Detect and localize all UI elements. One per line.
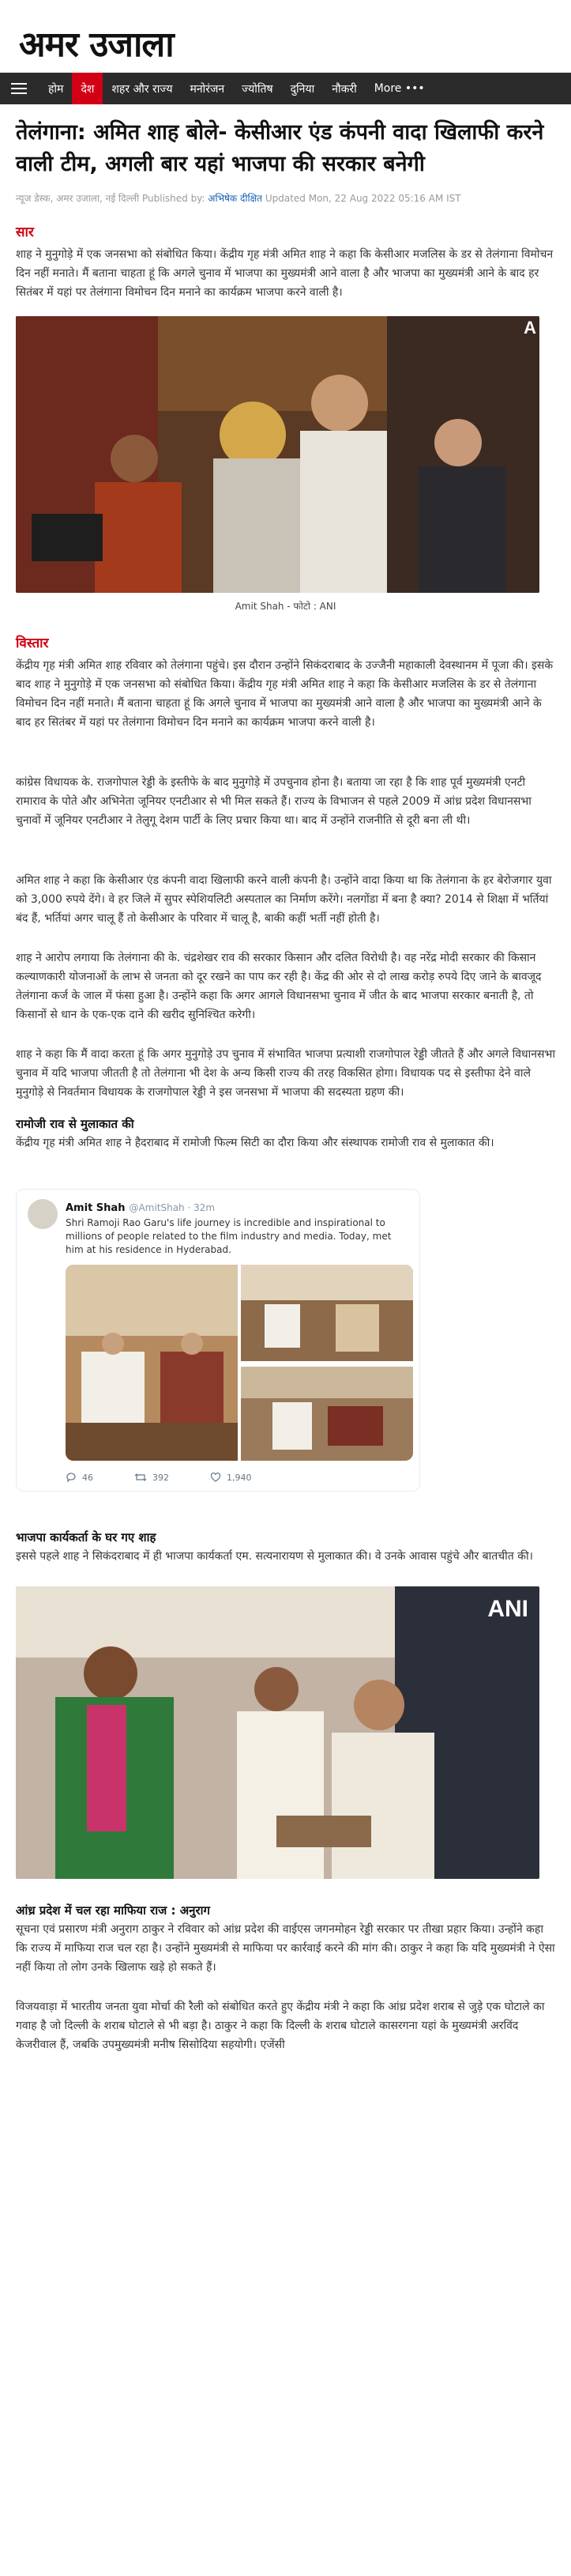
tweet-actions (66, 1472, 408, 1483)
lead-photo[interactable] (16, 316, 539, 593)
tweet-photo-3[interactable] (241, 1367, 414, 1461)
hamburger-menu-icon[interactable] (11, 83, 27, 94)
article (0, 117, 571, 2054)
subheading-andhra: आंध्र प्रदेश में चल रहा माफिया राज : अनुराग (16, 1903, 210, 1918)
subheading-ramoji: रामोजी राव से मुलाकात की (16, 1117, 134, 1131)
summary-text: शाह ने मुनुगोड़े में एक जनसभा को संबोधित किया। केंद्रीय गृह मंत्री अमित शाह ने कहा कि केसीआर मजलिस के डर से तेलंगाना विमोचन दिन नहीं मनाते। मैं बताना चाहता हूं कि अगले चुनाव में भाजपा का मुख्यमंत्री आने वाला है और भाजपा का मुख्यमंत्री आने के बाद हर सितंबर में यहां पर तेलंगाना विमोचन दिन मनाने का कार्यक्रम भाजपा करने वाली है। (16, 248, 554, 299)
reply-action[interactable] (66, 1472, 93, 1483)
like-icon (210, 1472, 221, 1483)
updated-time: Updated Mon, 22 Aug 2022 05:16 AM IST (262, 193, 461, 204)
tweet-handle[interactable]: @AmitShah · 32m (129, 1202, 216, 1213)
body-paragraph-5: शाह ने कहा कि मैं वादा करता हूं कि अगर मुनुगोड़े उप चुनाव में संभावित भाजपा प्रत्याशी राजगोपाल रेड्डी जीतते हैं और अगले विधानसभा चुनाव में यदि भाजपा जीतती है तो तेलंगाना भी देश के अन्य किसी राज्य की तरह विकसित होगा। विधायक पद से इस्तीफा देने वाले मुनुगोड़े से निवर्तमान विधायक के राजगोपाल रेड्डी ने इस जनसभा में भाजपा की सदस्यता ग्रहण की। (16, 1048, 555, 1099)
body-paragraph-1: केंद्रीय गृह मंत्री अमित शाह रविवार को तेलंगाना पहुंचे। इस दौरान उन्होंने सिकंदराबाद के उज्जैनी महाकाली देवस्थानम में पूजा की। इसके बाद शाह ने मुनुगोड़े में एक जनसभा को संबोधित किया। केंद्रीय गृह मंत्री अमित शाह ने कहा कि केसीआर मजलिस के डर से तेलंगाना विमोचन दिन नहीं मनाते। मैं बताना चाहता हूं कि अगले चुनाव में भाजपा का मुख्यमंत्री आने वाला है और भाजपा का मुख्यमंत्री आने के बाद हर सितंबर में यहां पर तेलंगाना विमोचन दिन मनाने का कार्यक्रम भाजपा करने वाली है। (16, 659, 554, 729)
body-paragraph-6: केंद्रीय गृह मंत्री अमित शाह ने हैदराबाद में रामोजी फिल्म सिटी का दौरा किया और संस्थापक रामोजी राव से मुलाकात की। (16, 1137, 494, 1149)
subheading-worker-visit: भाजपा कार्यकर्ता के घर गए शाह (16, 1530, 156, 1544)
tweet-text: Shri Ramoji Rao Garu's life journey is incredible and inspirational to millions of people related to the film industry and media. Today, met him at his residence in Hyderabad. (66, 1217, 392, 1255)
reply-icon (66, 1472, 77, 1483)
tweet-photo-2[interactable] (241, 1265, 414, 1364)
body-paragraph-2: कांग्रेस विधायक के. राजगोपाल रेड्डी के इस्तीफे के बाद मुनुगोड़े में उपचुनाव होना है। बताया जा रहा है कि शाह पूर्व मुख्यमंत्री एनटी रामाराव के पोते और अभिनेता जूनियर एनटीआर से भी मिल सकते हैं। राज्य के विभाजन से पहले 2009 में आंध्र प्रदेश विधानसभा चुनावों में जूनियर एनटीआर ने तेलुगू देशम पार्टी के लिए प्रचार किया था। बाद में उन्होंने राजनीति से दूरी बना ली थी। (16, 776, 532, 827)
detail-label: विस्तार (16, 636, 49, 651)
body-paragraph-7: इससे पहले शाह ने सिकंदराबाद में ही भाजपा कार्यकर्ता एम. सत्यनारायण से मुलाकात की। वे उनके आवास पहुंचे और बातचीत की। (16, 1550, 533, 1563)
tweet-media-grid[interactable] (66, 1265, 413, 1461)
main-nav (0, 73, 571, 104)
retweet-action[interactable] (134, 1472, 169, 1483)
article-headline: तेलंगाना: अमित शाह बोले- केसीआर एंड कंपनी वादा खिलाफी करने वाली टीम, अगली बार यहां भाजपा की सरकार बनेगी (16, 120, 544, 176)
lead-photo-caption: Amit Shah - फोटो : ANI (235, 601, 336, 612)
like-action[interactable] (210, 1472, 252, 1483)
body-paragraph-9: विजयवाड़ा में भारतीय जनता युवा मोर्चा की रैली को संबोधित करते हुए केंद्रीय मंत्री ने कहा कि आंध्र प्रदेश शराब से जुड़े एक घोटाले का गवाह है जो दिल्ली के शराब घोटाले से भी बड़ा है। ठाकुर ने कहा कि दिल्ली के शराब घोटाले कासरगना यहां के मुख्यमंत्री अरविंद केजरीवाल हैं, जबकि उपमुख्यमंत्री मनीष सिसोदिया सहयोगी। एजेंसी (16, 2001, 545, 2051)
tweet-author (66, 1199, 408, 1214)
site-logo[interactable]: अमर उजाला (19, 25, 174, 65)
byline-prefix: न्यूज डेस्क, अमर उजाला, नई दिल्ली Published by: (16, 193, 208, 204)
nav-item-home[interactable]: होम (48, 82, 64, 96)
nav-item-world[interactable]: दुनिया (290, 82, 315, 96)
body-paragraph-3: अमित शाह ने कहा कि केसीआर एंड कंपनी वादा खिलाफी करने वाली कंपनी है। उन्होंने वादा किया था कि तेलंगाना के हर बेरोजगार युवा को 3,000 रुपये देंगे। वे हर जिले में सुपर स्पेशियलिटी अस्पताल का निर्माण करेंगे। नलगोंडा में बना है क्या? 2014 से शिक्षा में भर्तियां बंद हैं, भर्तियां अगर चालू हैं तो केसीआर के परिवार में चालू है, बाकी कहीं भर्ती नहीं होती है। (16, 874, 552, 925)
site-header (0, 0, 571, 73)
retweet-icon (134, 1472, 147, 1483)
nav-item-astrology[interactable]: ज्योतिष (242, 82, 273, 96)
body-paragraph-4: शाह ने आरोप लगाया कि तेलंगाना की के. चंद्रशेखर राव की सरकार किसान और दलित विरोधी है। वह नरेंद्र मोदी सरकार की किसान कल्याणकारी योजनाओं के लाभ से जनता को दूर रखने का पाप कर रही है। केंद्र की ओर से दो लाख करोड़ रुपये दिए जाने के बावजूद तेलंगाना कर्ज के जाल में फंसा हुआ है। उन्होंने कहा कि अगर आगले विधानसभा चुनाव में जीत के बाद भाजपा सरकार बनाती है, तो किसानों से धान के एक-एक दाने की खरीद सुनिश्चित करेगी। (16, 952, 542, 1021)
summary-label: सार (16, 224, 34, 240)
nav-item-entertainment[interactable]: मनोरंजन (190, 82, 225, 96)
article-byline (16, 191, 555, 205)
tweet-photo-1[interactable] (66, 1265, 239, 1461)
nav-item-desh[interactable]: देश (72, 73, 103, 104)
nav-more-button[interactable]: More ••• (374, 82, 425, 95)
body-paragraph-8: सूचना एवं प्रसारण मंत्री अनुराग ठाकुर ने रविवार को आंध्र प्रदेश की वाईएस जगनमोहन रेड्डी सरकार पर तीखा प्रहार किया। उन्होंने कहा कि राज्य में माफिया राज चल रहा है। उन्होंने मुख्यमंत्री से माफिया पर कार्रवाई करने की मांग की। ठाकुर ने कहा कि यदि मुख्यमंत्री ने ऐसा नहीं किया तो लोग उनके खिलाफ खड़े हो सकते हैं। (16, 1923, 555, 1974)
nav-item-city-state[interactable]: शहर और राज्य (111, 82, 173, 96)
embedded-tweet[interactable] (16, 1189, 420, 1492)
reply-count: 46 (82, 1472, 93, 1483)
twitter-avatar[interactable] (28, 1199, 58, 1229)
retweet-count: 392 (152, 1472, 169, 1483)
tweet-name[interactable]: Amit Shah (66, 1202, 126, 1214)
like-count: 1,940 (227, 1472, 252, 1483)
photo-watermark: A (524, 318, 536, 338)
author-link[interactable]: अभिषेक दीक्षित (208, 193, 263, 204)
photo-watermark-ani: ANI (487, 1596, 528, 1622)
second-photo[interactable] (16, 1586, 539, 1879)
nav-item-jobs[interactable]: नौकरी (332, 82, 357, 96)
